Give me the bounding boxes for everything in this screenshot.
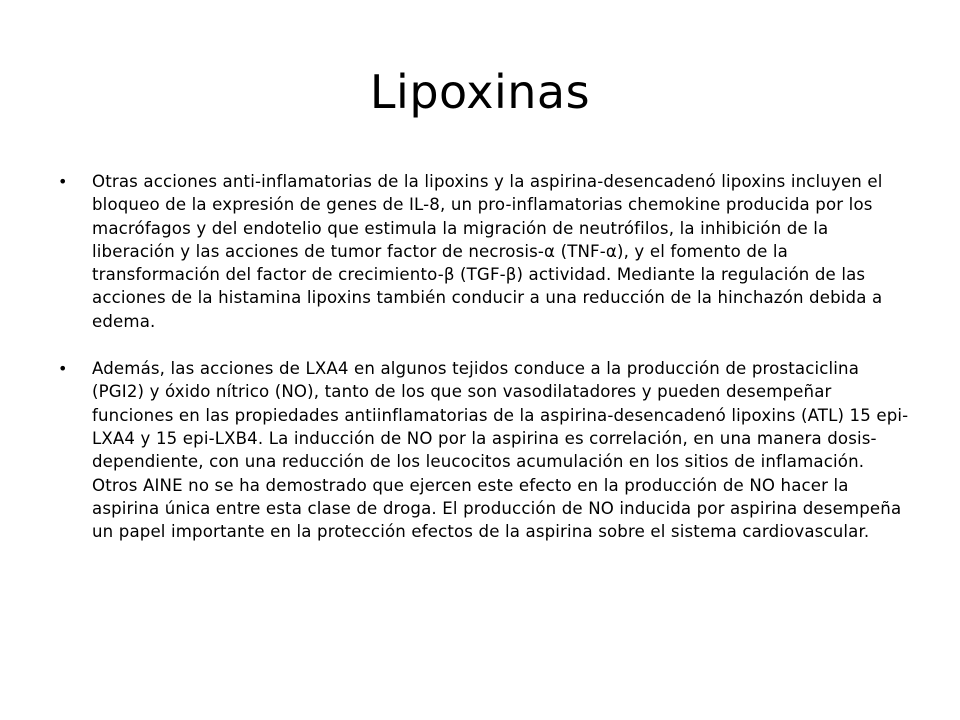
bullet-text: Otras acciones anti-inflamatorias de la lipoxins y la aspirina-desencadenó lipoxins incluyen el bloqueo de la expresión de genes de IL-8, un pro-inflamatorias chemokine producida por los macrófagos y del endotelio que estimula la migración de neutrófilos, la inhibición de la liberación y las acciones de tumor factor de necrosis-α (TNF-α), y el fomento de la transformación del factor de crecimiento-β (TGF-β) actividad. Mediante la regulación de las acciones de la histamina lipoxins también conducir a una reducción de la hinchazón debida a edema. bbox=[92, 172, 883, 331]
bullet-point-icon: • bbox=[58, 172, 68, 191]
bullet-text: Además, las acciones de LXA4 en algunos tejidos conduce a la producción de prostaciclina (PGI2) y óxido nítrico (NO), tanto de los que son vasodilatadores y pueden desempeñar funciones en las propiedades antiinflamatorias de la aspirina-desencadenó lipoxins (ATL) 15 epi-LXA4 y 15 epi-LXB4. La inducción de NO por la aspirina es correlación, en una manera dosis-dependiente, con una reducción de los leucocitos acumulación en los sitios de inflamación. Otros AINE no se ha demostrado que ejercen este efecto en la producción de NO hacer la aspirina única entre esta clase de droga. El producción de NO inducida por aspirina desempeña un papel importante en la protección efectos de la aspirina sobre el sistema cardiovascular. bbox=[92, 359, 909, 542]
bullet-item bbox=[58, 170, 910, 333]
slide-title: Lipoxinas bbox=[369, 65, 591, 119]
bullet-point-icon: • bbox=[58, 359, 68, 379]
bullet-item bbox=[58, 357, 910, 543]
bullet-list bbox=[58, 170, 910, 567]
